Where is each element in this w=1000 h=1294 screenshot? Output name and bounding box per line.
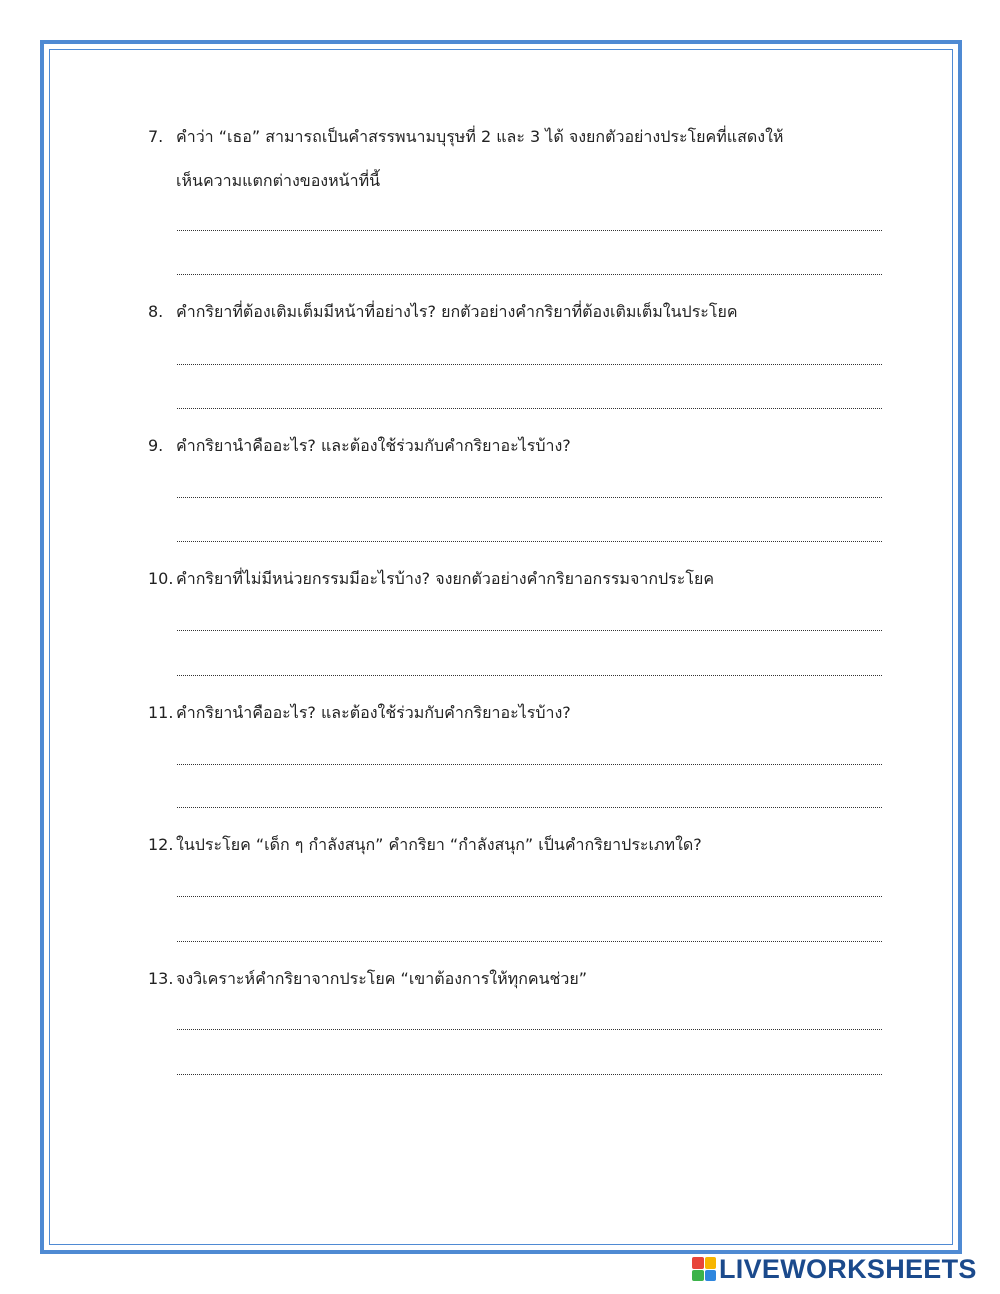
answer-line[interactable] xyxy=(177,807,882,808)
answer-line[interactable] xyxy=(177,274,882,275)
question-10 xyxy=(148,569,888,589)
answer-line[interactable] xyxy=(177,630,882,631)
question-text: คำว่า “เธอ” สามารถเป็นคำสรรพนามบุรุษที่ 2 และ 3 ได้ จงยกตัวอย่างประโยคที่แสดงให้ xyxy=(176,127,784,146)
question-text: จงวิเคราะห์คำกริยาจากประโยค “เขาต้องการให้ทุกคนช่วย” xyxy=(176,969,588,988)
answer-line[interactable] xyxy=(177,408,882,409)
answer-line[interactable] xyxy=(177,941,882,942)
question-11 xyxy=(148,703,888,723)
question-text: คำกริยาที่ต้องเติมเต็มมีหน้าที่อย่างไร? ยกตัวอย่างคำกริยาที่ต้องเติมเต็มในประโยค xyxy=(176,302,738,321)
answer-line[interactable] xyxy=(177,230,882,231)
answer-line[interactable] xyxy=(177,1029,882,1030)
question-number: 11. xyxy=(148,703,174,722)
question-text: ในประโยค “เด็ก ๆ กำลังสนุก” คำกริยา “กำลังสนุก” เป็นคำกริยาประเภทใด? xyxy=(176,835,702,854)
question-7 xyxy=(148,127,888,147)
question-7-continuation: เห็นความแตกต่างของหน้าที่นี้ xyxy=(176,171,381,190)
question-number: 8. xyxy=(148,302,164,321)
answer-line[interactable] xyxy=(177,896,882,897)
answer-line[interactable] xyxy=(177,1074,882,1075)
question-9 xyxy=(148,436,888,456)
answer-line[interactable] xyxy=(177,497,882,498)
question-number: 10. xyxy=(148,569,174,588)
liveworksheets-logo-icon xyxy=(692,1257,716,1281)
page-border-inner xyxy=(49,49,953,1245)
question-12 xyxy=(148,835,888,855)
question-number: 13. xyxy=(148,969,174,988)
question-text: คำกริยานำคืออะไร? และต้องใช้ร่วมกับคำกริยาอะไรบ้าง? xyxy=(176,436,571,455)
answer-line[interactable] xyxy=(177,364,882,365)
question-number: 12. xyxy=(148,835,174,854)
question-13 xyxy=(148,969,888,989)
question-number: 9. xyxy=(148,436,164,455)
page-border xyxy=(40,40,962,1254)
answer-line[interactable] xyxy=(177,764,882,765)
answer-line[interactable] xyxy=(177,675,882,676)
question-8 xyxy=(148,302,888,322)
question-text: คำกริยาที่ไม่มีหน่วยกรรมมีอะไรบ้าง? จงยกตัวอย่างคำกริยาอกรรมจากประโยค xyxy=(176,569,715,588)
question-number: 7. xyxy=(148,127,164,146)
question-text: คำกริยานำคืออะไร? และต้องใช้ร่วมกับคำกริยาอะไรบ้าง? xyxy=(176,703,571,722)
liveworksheets-logo xyxy=(692,1254,977,1284)
answer-line[interactable] xyxy=(177,541,882,542)
liveworksheets-logo-text: LIVEWORKSHEETS xyxy=(719,1253,977,1284)
